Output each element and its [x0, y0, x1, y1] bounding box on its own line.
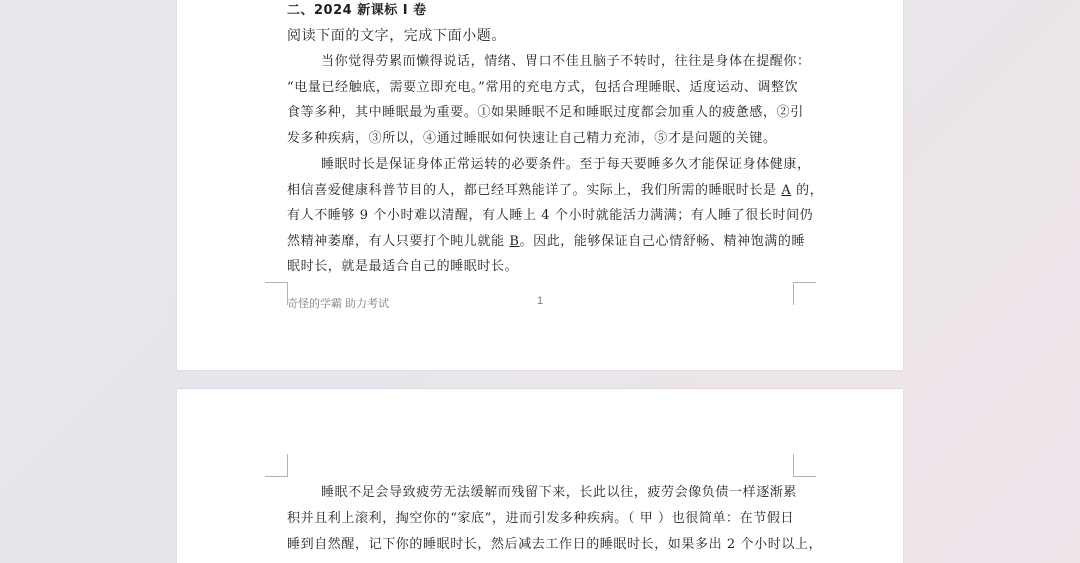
- paragraph-line: [287, 234, 806, 250]
- line-text: 。因此，能够保证自己心情舒畅、精神饱满的睡: [519, 234, 806, 249]
- paragraph-line: 食等多种，其中睡眠最为重要。①如果睡眠不足和睡眠过度都会加重人的疲惫感，②引: [287, 105, 804, 120]
- document-page-1[interactable]: [177, 0, 903, 370]
- instruction-text: 阅读下面的文字，完成下面小题。: [287, 28, 506, 44]
- paragraph-line: [287, 183, 824, 199]
- paragraph-line: 当你觉得劳累而懒得说话，情绪、胃口不佳且脑子不转时，往往是身体在提醒你：: [321, 54, 811, 69]
- section-heading: 二、2024 新课标 I 卷: [287, 3, 427, 18]
- paragraph-line: 积并且利上滚利，掏空你的“家底”，进而引发多种疾病。（ 甲 ）也很简单：在节假日: [287, 511, 795, 526]
- document-page-2[interactable]: [177, 389, 903, 563]
- paragraph-line: “电量已经触底，需要立即充电。”常用的充电方式，包括合理睡眠、适度运动、调整饮: [287, 80, 799, 95]
- paragraph-line: 睡眠不足会导致疲劳无法缓解而残留下来，长此以往，疲劳会像负债一样逐渐累: [321, 485, 798, 500]
- paragraph-line: 睡到自然醒，记下你的睡眠时长，然后减去工作日的睡眠时长，如果多出 2 个小时以上，: [287, 537, 823, 552]
- paragraph-line: 眠时长，就是最适合自己的睡眠时长。: [287, 259, 519, 274]
- margin-corner-mark: [265, 454, 288, 477]
- blank-a: A: [781, 183, 792, 198]
- margin-corner-mark: [793, 282, 816, 305]
- page-number: 1: [537, 295, 544, 307]
- paragraph-line: 睡眠时长是保证身体正常运转的必要条件。至于每天要睡多久才能保证身体健康，: [321, 157, 811, 172]
- paragraph-line: 发多种疾病，③所以，④通过睡眠如何快速让自己精力充沛，⑤才是问题的关键。: [287, 131, 777, 146]
- footer-text: 奇怪的学霸 助力考试: [287, 298, 390, 310]
- blank-b: B: [509, 234, 520, 249]
- line-text: 然精神萎靡，有人只要打个盹儿就能: [287, 234, 510, 249]
- line-text: 的，: [791, 183, 824, 198]
- margin-corner-mark: [265, 282, 288, 305]
- margin-corner-mark: [793, 454, 816, 477]
- line-text: 相信喜爱健康科普节目的人，都已经耳熟能详了。实际上，我们所需的睡眠时长是: [287, 183, 782, 198]
- paragraph-line: 有人不睡够 9 个小时难以清醒，有人睡上 4 个小时就能活力满满；有人睡了很长时间仍: [287, 208, 814, 223]
